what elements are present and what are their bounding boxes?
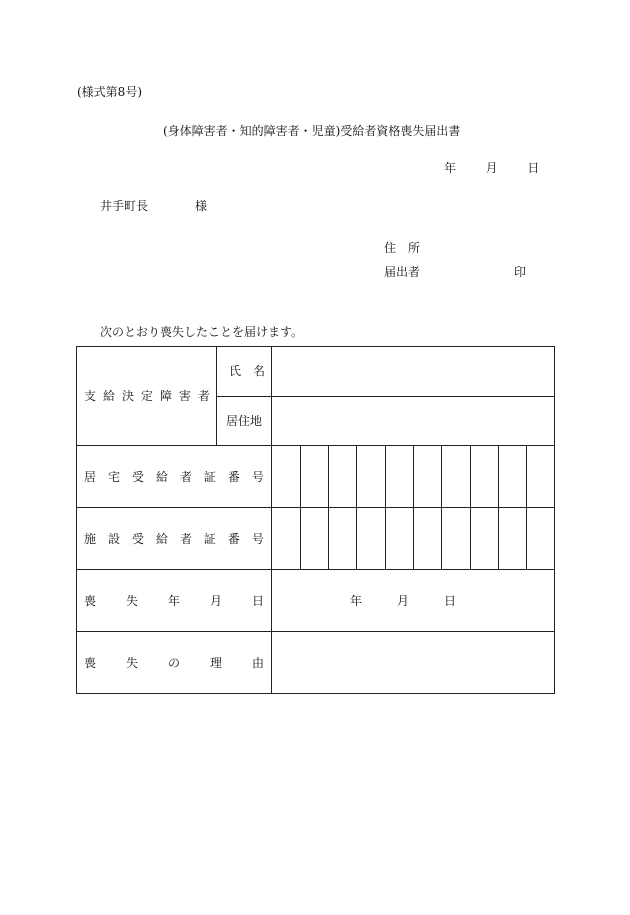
- facility-recipient-number-field[interactable]: [272, 508, 555, 569]
- name-label: 氏 名: [229, 364, 266, 378]
- intro-text: 次のとおり喪失したことを届けます。: [100, 325, 304, 339]
- home-recipient-label-cell: [84, 446, 264, 507]
- label-char: 支: [84, 388, 97, 403]
- label-char: 年: [167, 593, 180, 608]
- label-char: 宅: [107, 469, 120, 484]
- date-month: 月: [485, 161, 498, 175]
- label-char: 番: [227, 469, 240, 484]
- label-char: 受: [131, 469, 144, 484]
- label-char: 証: [203, 469, 216, 484]
- name-field[interactable]: [272, 346, 555, 396]
- addressee-honorific: 様: [195, 199, 208, 213]
- label-char: 由: [251, 656, 264, 670]
- label-char: 設: [107, 531, 120, 546]
- label-char: 日: [251, 593, 264, 608]
- residence-label: 居住地: [226, 413, 263, 428]
- label-char: 給: [155, 469, 168, 484]
- residence-field[interactable]: [272, 397, 555, 445]
- loss-date-month: 月: [396, 593, 409, 608]
- name-label-cell: [229, 346, 266, 396]
- label-char: 喪: [84, 593, 97, 608]
- label-char: 番: [227, 531, 240, 546]
- label-char: 受: [131, 531, 144, 546]
- subject-label-cell: [84, 346, 210, 445]
- loss-date-year: 年: [350, 593, 363, 608]
- subject-label: [84, 389, 210, 403]
- label-char: 居: [84, 469, 97, 484]
- label-char: 喪: [84, 656, 97, 670]
- loss-date-day: 日: [443, 593, 456, 608]
- facility-recipient-label: [84, 532, 264, 546]
- date-line: [444, 161, 539, 175]
- label-char: 者: [179, 469, 192, 484]
- label-char: 給: [155, 531, 168, 546]
- addressee-name: 井手町長: [100, 199, 149, 213]
- seal-mark: 印: [514, 265, 527, 279]
- loss-date-label-cell: [84, 570, 264, 631]
- label-char: 者: [179, 531, 192, 546]
- label-char: 定: [140, 388, 153, 403]
- label-char: 害: [178, 388, 191, 403]
- label-char: 月: [209, 593, 222, 608]
- date-year: 年: [444, 161, 457, 175]
- label-char: 号: [251, 469, 264, 484]
- form-number: (様式第8号): [77, 85, 142, 99]
- loss-reason-field[interactable]: [272, 632, 555, 694]
- label-char: 者: [197, 388, 210, 403]
- label-char: 証: [203, 531, 216, 546]
- facility-recipient-label-cell: [84, 508, 264, 569]
- label-char: 号: [251, 531, 264, 546]
- label-char: 施: [84, 531, 97, 546]
- label-char: 障: [159, 388, 172, 403]
- label-char: 理: [209, 656, 222, 670]
- home-recipient-label: [84, 470, 264, 484]
- label-char: 失: [125, 593, 138, 608]
- date-day: 日: [527, 161, 540, 175]
- address-label: 住 所: [384, 241, 421, 255]
- label-char: の: [167, 656, 180, 670]
- loss-date-value: [350, 594, 456, 608]
- label-char: 失: [125, 656, 138, 670]
- label-char: 給: [102, 388, 115, 403]
- label-char: 決: [121, 388, 134, 403]
- loss-reason-label: [84, 656, 264, 670]
- loss-reason-label-cell: [84, 632, 264, 694]
- residence-label-cell: [226, 396, 266, 445]
- form-table: [76, 346, 555, 694]
- home-recipient-number-field[interactable]: [272, 446, 555, 507]
- document-title: (身体障害者・知的障害者・児童)受給者資格喪失届出書: [163, 124, 461, 138]
- loss-date-field[interactable]: [350, 570, 456, 631]
- loss-date-label: [84, 594, 264, 608]
- submitter-label: 届出者: [384, 265, 421, 279]
